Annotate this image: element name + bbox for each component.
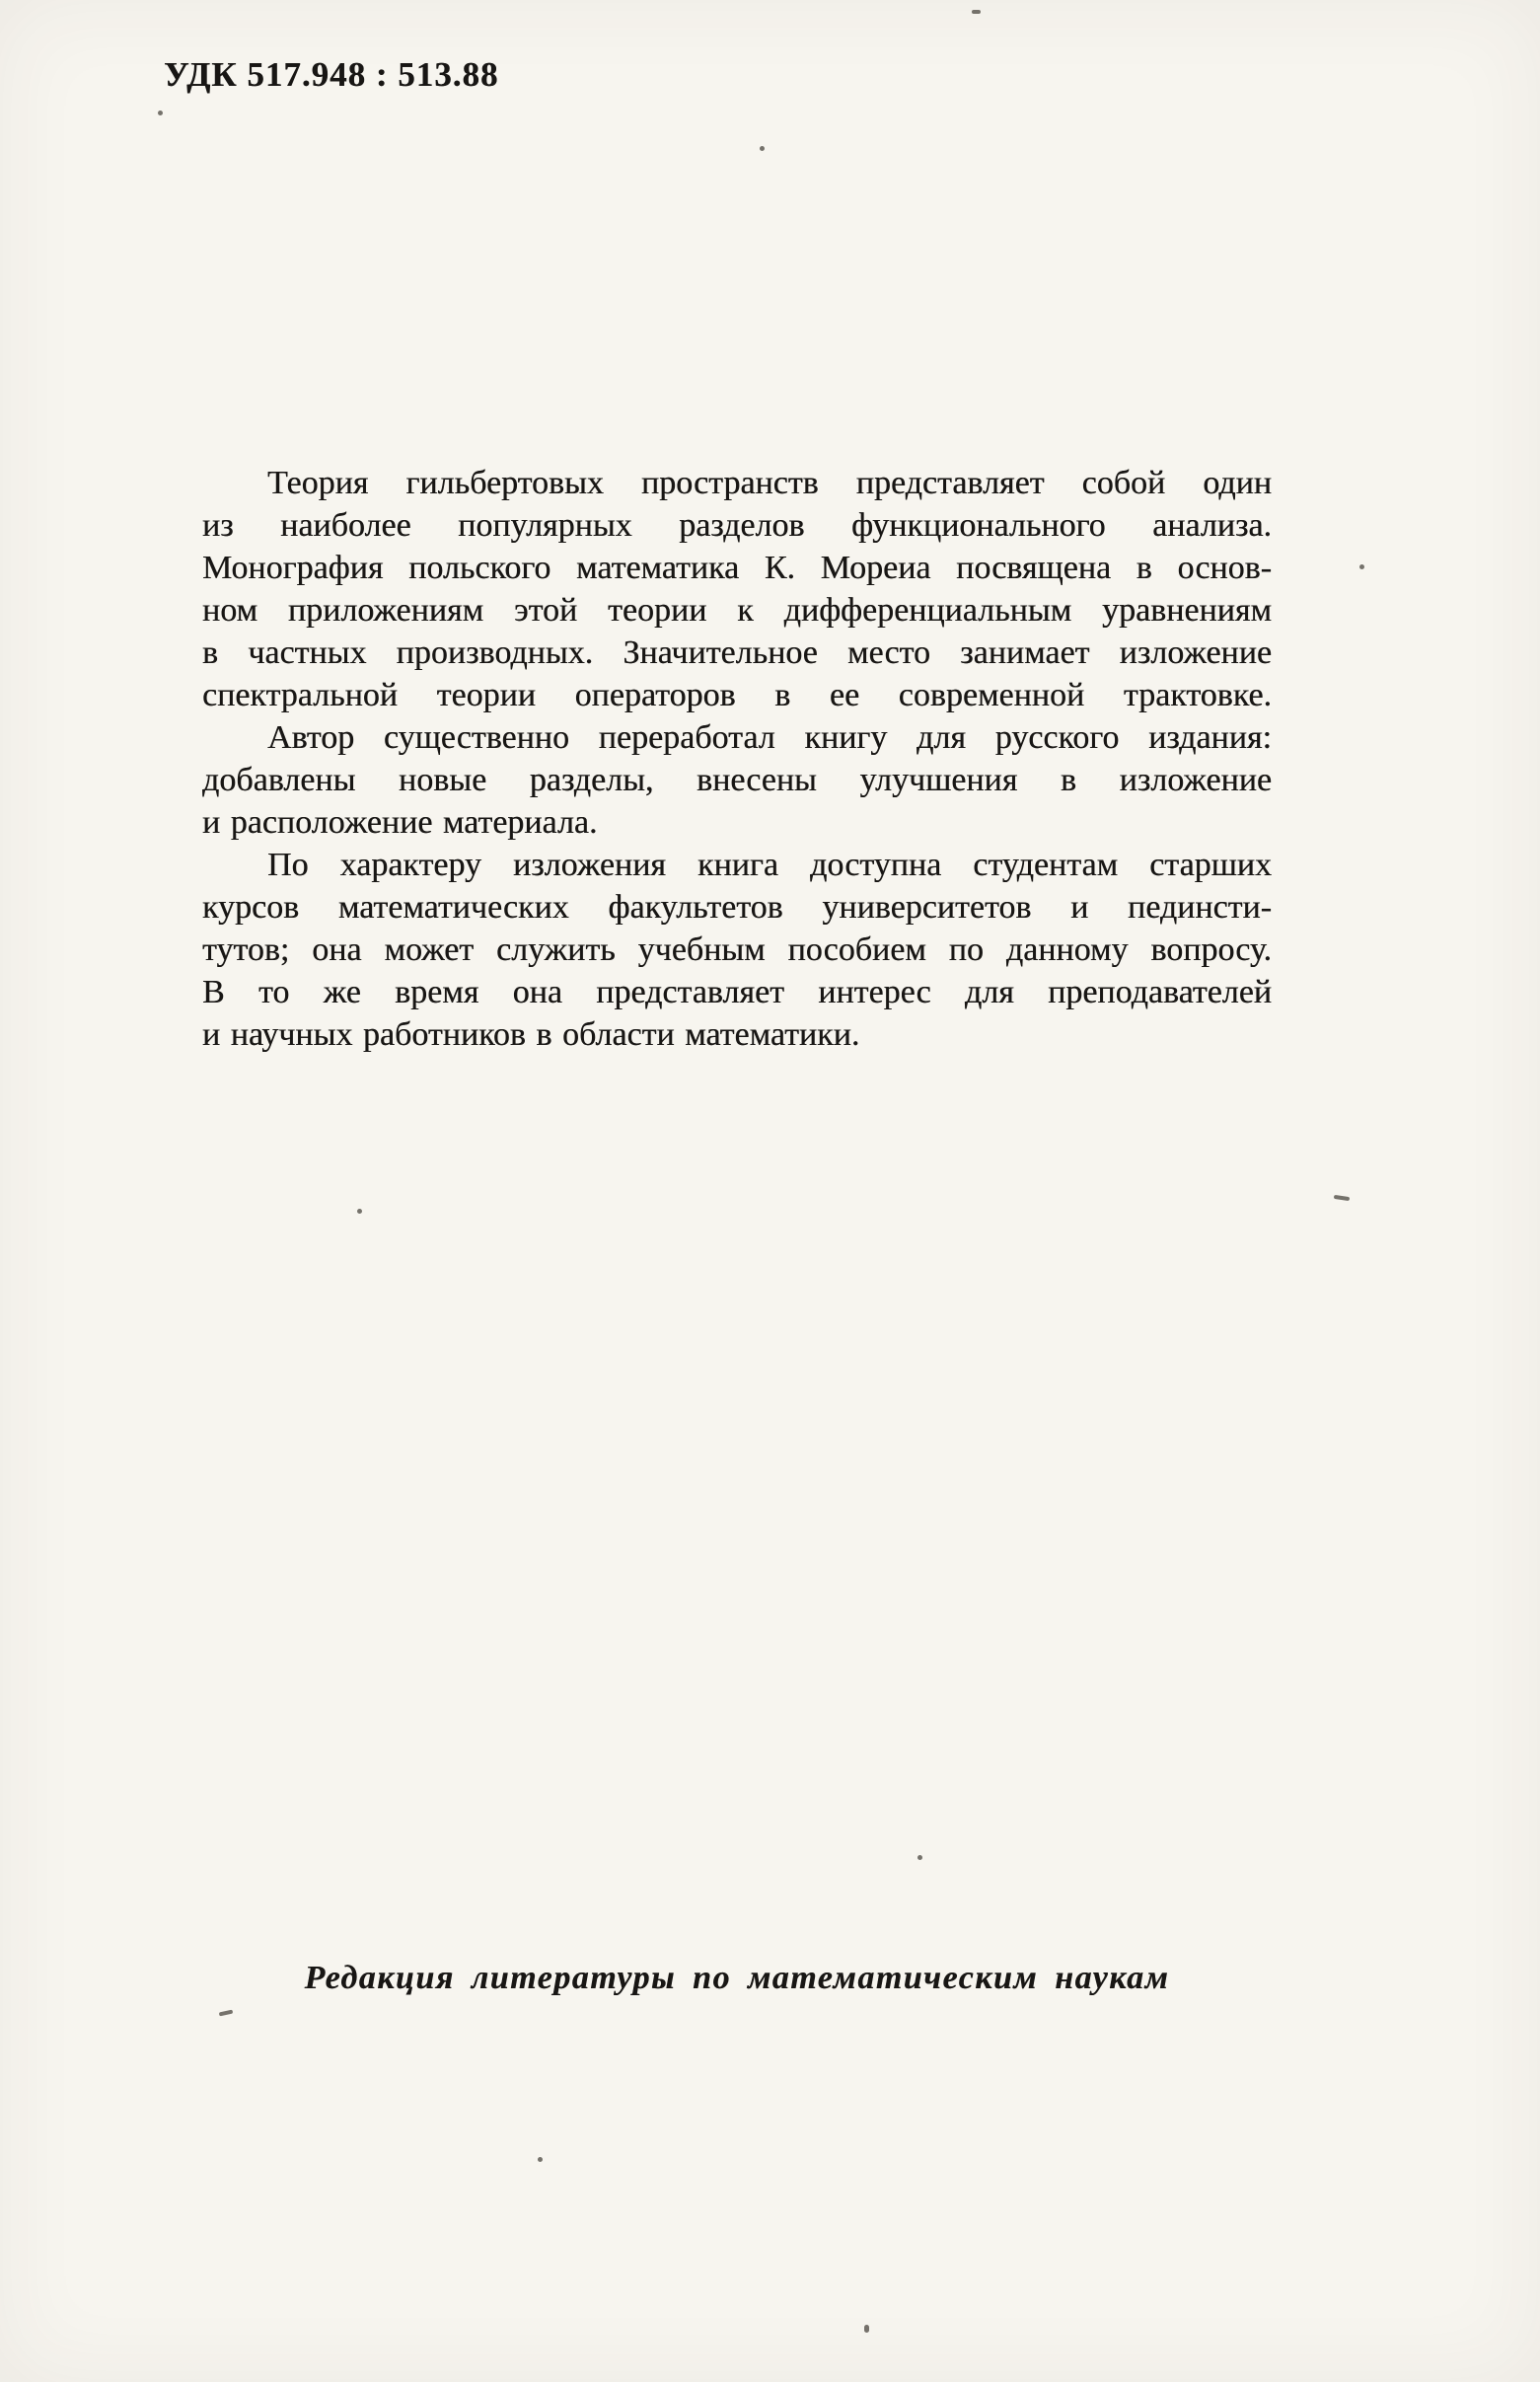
text-line: тутов; она может служить учебным пособием по данному вопросу. (202, 931, 1272, 968)
scan-speck (972, 10, 981, 14)
text-line: спектральной теории операторов в ее современной трактовке. (202, 677, 1272, 713)
text-line: курсов математических факультетов университетов и пединсти- (202, 889, 1272, 926)
paragraph (202, 716, 1272, 844)
udc-classification-code: УДК 517.948 : 513.88 (164, 55, 499, 94)
text-line: В то же время она представляет интерес для преподавателей (202, 974, 1272, 1010)
paragraph (202, 462, 1272, 716)
paragraph (202, 844, 1272, 1056)
scan-speck (864, 2325, 869, 2333)
scan-speck (917, 1855, 922, 1860)
text-line: из наиболее популярных разделов функционального анализа. (202, 507, 1272, 544)
scan-speck (1334, 1195, 1350, 1201)
text-line: и расположение материала. (202, 804, 598, 841)
scan-speck (760, 146, 765, 151)
text-line: Теория гильбертовых пространств представляет собой один (267, 465, 1272, 501)
text-line: Монография польского математика К. Мореиа посвящена в основ- (202, 550, 1272, 586)
editorial-imprint-line: Редакция литературы по математическим наукам (304, 1960, 1170, 1996)
text-line: По характеру изложения книга доступна студентам старших (267, 847, 1272, 883)
scan-speck (219, 2010, 234, 2017)
scan-speck (158, 111, 163, 115)
annotation-text-block (202, 462, 1272, 1056)
text-line: в частных производных. Значительное место занимает изложение (202, 634, 1272, 671)
text-line: добавлены новые разделы, внесены улучшения в изложение (202, 762, 1272, 798)
scan-speck (357, 1209, 362, 1214)
text-line: Автор существенно переработал книгу для русского издания: (267, 719, 1272, 756)
scan-speck (538, 2157, 543, 2162)
text-line: ном приложениям этой теории к дифференциальным уравнениям (202, 592, 1272, 629)
text-line: и научных работников в области математики. (202, 1016, 860, 1053)
scan-speck (1359, 564, 1364, 569)
